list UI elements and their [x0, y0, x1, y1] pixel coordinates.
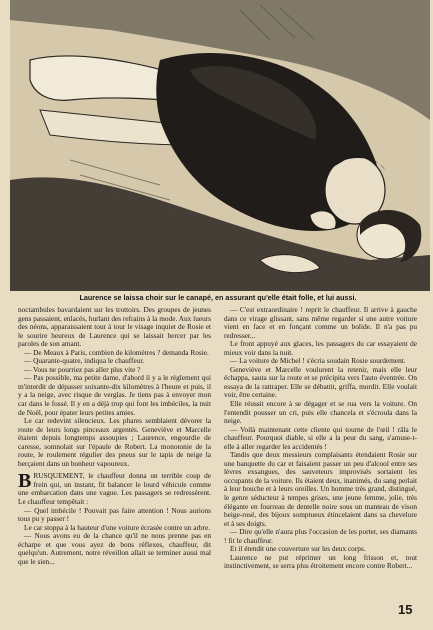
paragraph: — Pas possible, ma petite dame, d'abord il y a le règlement qui m'interdit de dépasser soixante-dix kilomètres à l'heure et puis, il y a la neige, avec risque de verglas. Je tiens pas à envoyer mon car dans le fossé. Il y en a déjà trop qui font les imbéciles, la nuit de Noël, pour épater leurs petites amies. [18, 373, 211, 417]
paragraph: — C'est extraordinaire ! reprit le chauffeur. Il arrive à gauche dans ce virage glissant, sans même regarder si une autre voiture vient en face et en fonçant comme un bolide. Il n'a pas pu redresser... [224, 305, 417, 340]
article-column-left [18, 306, 211, 566]
paragraph: — Quarante-quatre, indiqua le chauffeur. [24, 356, 145, 366]
paragraph: Le car stoppa à la hauteur d'une voiture écrasée contre un arbre. [24, 522, 211, 532]
paragraph: — De Meaux à Paris, combien de kilomètres ? demanda Rosie. [24, 347, 209, 357]
paragraph: Tandis que deux messieurs complaisants étendaient Rosie sur une banquette du car et faisaient passer un peu d'alcool entre ses lèvres exsangues, des sauveteurs improvisés sortaient les occupants de la voiture. Ils étaient deux, inanimés, du sang perlait à leur bouche et à leurs oreilles. Un homme très grand, distingué, le genre séducteur à tempes grises, une jeune femme, jolie, très élégante en fourreau de dentelle noire sous un manteau de vison beige-rosé, des bijoux somptueux étincelaient dans sa chevelure et à ses doigts. [224, 450, 417, 528]
article-column-right [224, 306, 417, 571]
paragraph: — La voiture de Michel ! s'écria soudain Rosie sourdement. [230, 356, 406, 366]
paragraph: — Voilà maintenant cette cliente qui tourne de l'œil ! râla le chauffeur. Pourquoi diable, si elle a la peur du sang, s'amuse-t-elle à aller regarder les accidentés ! [224, 424, 417, 451]
paragraph: — Vous ne pourriez pas aller plus vite ? [24, 364, 141, 374]
paragraph: — Nous avons eu de la chance qu'il ne nous prenne pas en écharpe et que vous ayez de bons réflexes, chauffeur, dit quelqu'un. Autrement, notre réveillon allait se terminer aussi mal que le sien... [18, 531, 211, 566]
paragraph: — Quel imbécile ! Pouvait pas faire attention ! Nous aurions tous pu y passer ! [18, 505, 211, 524]
paragraph: Et il étendit une couverture sur les deux corps. [230, 544, 366, 554]
paragraph: Le front appuyé aux glaces, les passagers du car essayaient de mieux voir dans la nuit. [224, 339, 417, 357]
illustration [10, 0, 430, 291]
paragraph: noctambules bavardaient sur les trottoirs. Des groupes de jeunes gens passaient, enlacés, hurlant des refrains à la mode. Aux lueurs des néons, apparaissaient tour à tour le visage inquiet de Rosie et le sourire heureux de Laurence qui se laissait bercer par les paroles de son amant. [18, 305, 211, 349]
paragraph: Laurence ne put réprimer un long frisson et, tout instinctivement, se serra plus étroitement encore contre Robert... [224, 552, 417, 571]
paragraph: — Dire qu'elle n'aura plus l'occasion de les porter, ses diamants ! fit le chauffeur. [224, 527, 417, 545]
paragraph-text: RUSQUEMENT, le chauffeur donna un terrible coup de frein qui, un instant, fit balancer le lourd véhicule comme une embarcation dans une vague. Les passagers se redressèrent. Le chauffeur tempêtait : [18, 471, 211, 507]
paragraph: Le car redevint silencieux. Les phares semblaient dévorer la route de leurs longs pinceaux argentés. Geneviève et Marcelle étaient depuis longtemps assoupies ; Laurence, engourdie de caresse, somnolait sur l'épaule de Robert. La monotonie de la route, le roulement régulier des pneus sur le tapis de neige la berçaient dans un bonheur vapoureux. [18, 416, 211, 468]
paragraph: Elle réussit encore à se dégager et se rua vers la voiture. On l'entendit pousser un cri, puis elle chancela et s'écroula dans la neige. [224, 399, 417, 426]
paragraph-dropcap [18, 472, 211, 506]
paragraph: Geneviève et Marcelle voulurent la retenir, mais elle leur échappa, sauta sur la route et se précipita vers l'auto éventrée. On essaya de la rattraper. Elle se débattit, griffa, mordit. Elle voulait voir, être certaine. [224, 364, 417, 400]
illustration-caption: Laurence se laissa choir sur le canapé, en assurant qu'elle était folle, et lui aussi. [79, 293, 357, 302]
page-number: 15 [398, 602, 413, 617]
couple-embrace-illustration-icon [10, 0, 430, 291]
drop-cap: B [18, 470, 32, 493]
